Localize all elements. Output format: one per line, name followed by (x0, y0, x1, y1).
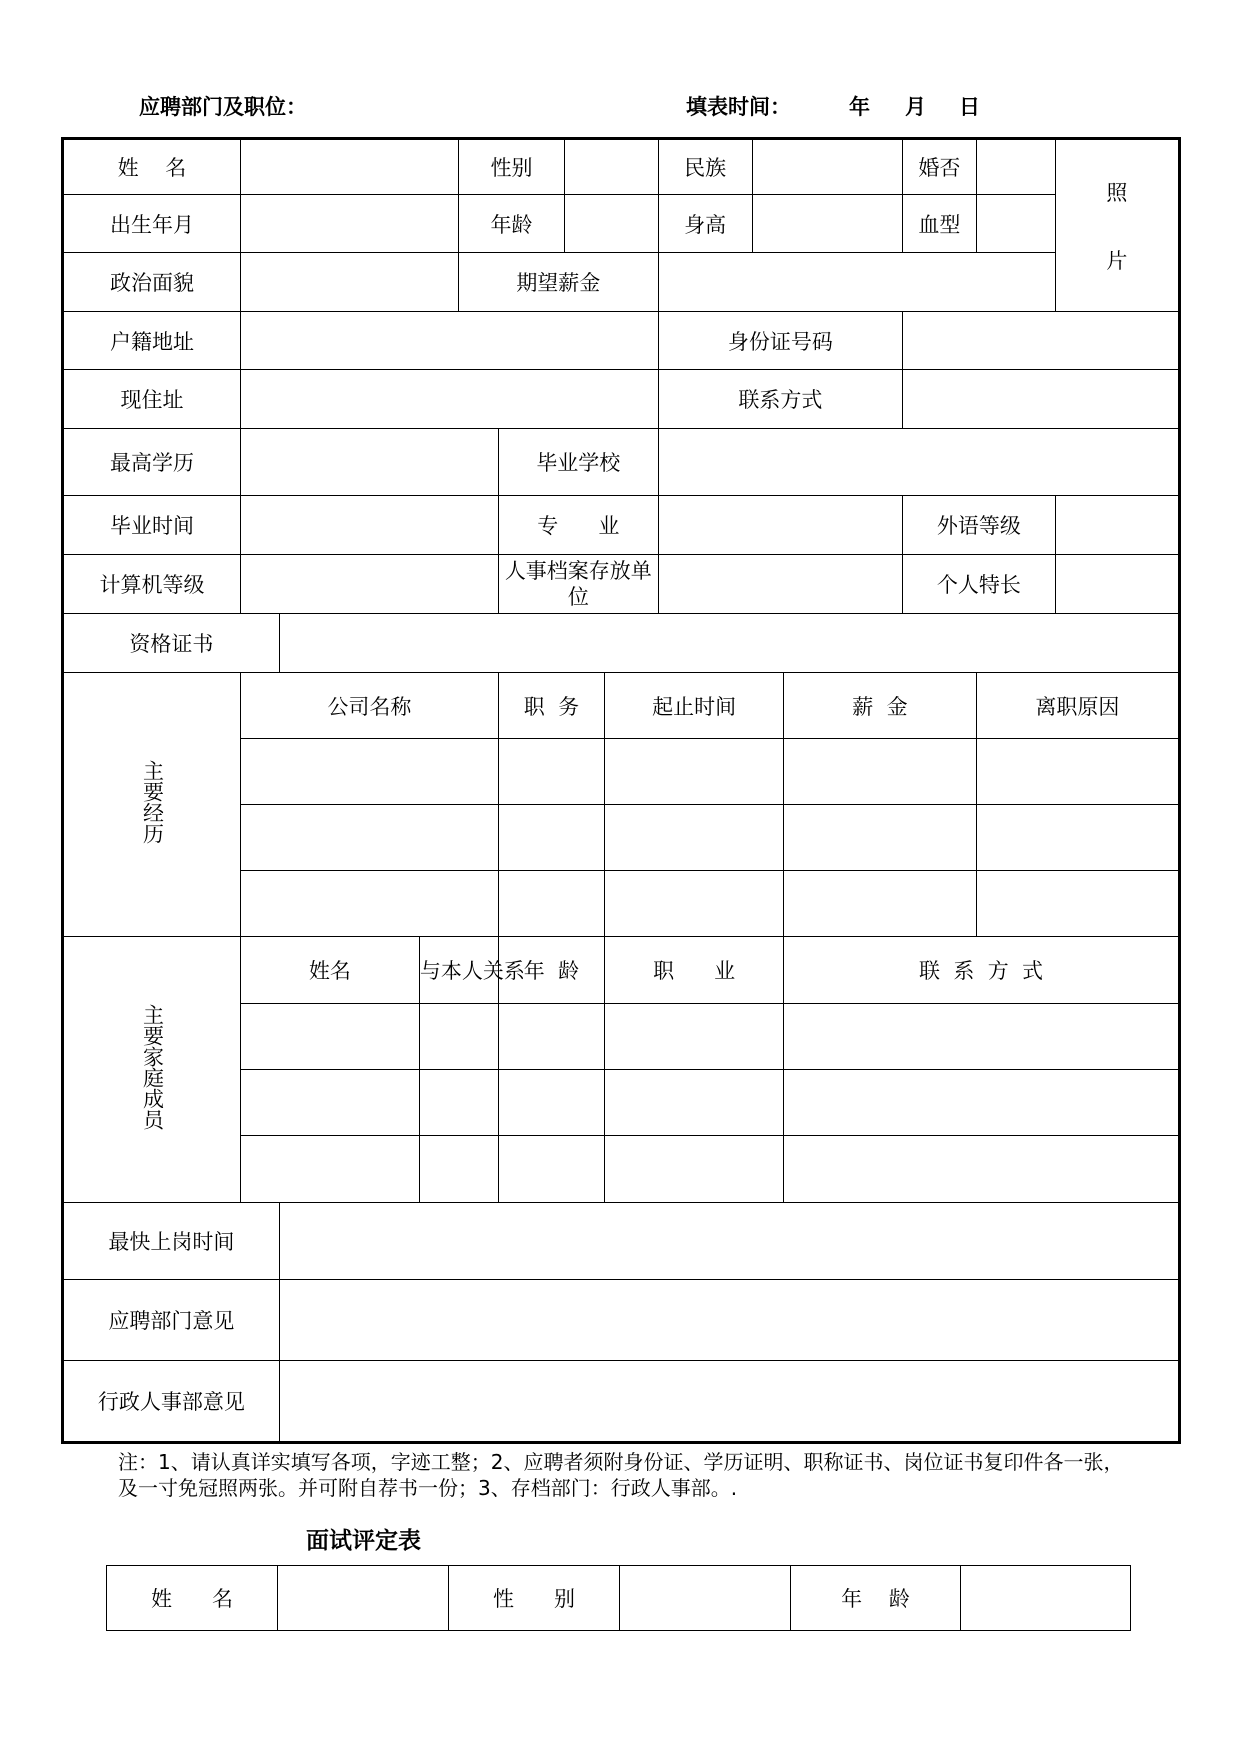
experience-section-text: 主要经历 (140, 760, 165, 844)
exp-salary-cell[interactable] (784, 805, 977, 871)
month-label: 月 (905, 95, 926, 119)
interview-table (106, 1565, 1131, 1631)
school-field[interactable] (658, 429, 1179, 496)
exp-position-cell[interactable] (498, 805, 604, 871)
fam-age-cell[interactable] (498, 1070, 604, 1136)
fam-col-name: 姓名 (240, 937, 419, 1004)
fam-relation-cell[interactable] (419, 1070, 498, 1136)
fam-job-cell[interactable] (605, 1004, 784, 1070)
form-note: 注：1、请认真详实填写各项，字迹工整；2、应聘者须附身份证、学历证明、职称证书、岗位证书复印件各一张，及一寸免冠照两张。并可附自荐书一份；3、存档部门：行政人事部。. (118, 1450, 1124, 1500)
fam-contact-cell[interactable] (784, 1004, 1180, 1070)
gender-label: 性别 (458, 139, 564, 195)
exp-reason-cell[interactable] (976, 871, 1179, 937)
interview-name-field[interactable] (278, 1566, 449, 1631)
computer-label: 计算机等级 (63, 555, 241, 614)
fam-job-cell[interactable] (605, 1136, 784, 1203)
photo-box[interactable] (1055, 139, 1179, 312)
photo-label-1: 照 (1106, 180, 1128, 205)
exp-col-company: 公司名称 (240, 673, 498, 739)
id-number-label: 身份证号码 (658, 312, 902, 370)
age-field[interactable] (565, 195, 659, 253)
interview-title: 面试评定表 (306, 1528, 421, 1554)
gender-field[interactable] (565, 139, 659, 195)
foreign-lang-field[interactable] (1055, 496, 1179, 555)
hr-opinion-label: 行政人事部意见 (63, 1361, 280, 1443)
exp-period-cell[interactable] (605, 739, 784, 805)
school-label: 毕业学校 (498, 429, 658, 496)
exp-reason-cell[interactable] (976, 739, 1179, 805)
salary-label: 期望薪金 (458, 253, 658, 312)
hukou-label: 户籍地址 (63, 312, 241, 370)
exp-period-cell[interactable] (605, 805, 784, 871)
marital-field[interactable] (976, 139, 1055, 195)
fam-job-cell[interactable] (605, 1070, 784, 1136)
major-label: 专 业 (498, 496, 658, 555)
ethnicity-field[interactable] (752, 139, 903, 195)
computer-field[interactable] (240, 555, 498, 614)
politics-field[interactable] (240, 253, 458, 312)
fam-relation-cell[interactable] (419, 1136, 498, 1203)
height-label: 身高 (658, 195, 752, 253)
application-form-table (61, 137, 1181, 1444)
birth-label: 出生年月 (63, 195, 241, 253)
exp-company-cell[interactable] (240, 805, 498, 871)
experience-section-label (63, 673, 241, 937)
fam-col-contact: 联 系 方 式 (784, 937, 1180, 1004)
blood-label: 血型 (903, 195, 977, 253)
age-label: 年龄 (458, 195, 564, 253)
archive-label (498, 555, 658, 614)
hr-opinion-field[interactable] (279, 1361, 1179, 1443)
fam-age-cell[interactable] (498, 1004, 604, 1070)
dept-opinion-field[interactable] (279, 1280, 1179, 1361)
fam-relation-cell[interactable] (419, 1004, 498, 1070)
fam-name-cell[interactable] (240, 1070, 419, 1136)
exp-reason-cell[interactable] (976, 805, 1179, 871)
id-number-field[interactable] (903, 312, 1180, 370)
specialty-field[interactable] (1055, 555, 1179, 614)
fam-col-job: 职 业 (605, 937, 784, 1004)
start-time-field[interactable] (279, 1203, 1179, 1280)
salary-field[interactable] (658, 253, 1055, 312)
archive-label-text: 人事档案存放单位 (504, 559, 652, 609)
start-time-label: 最快上岗时间 (63, 1203, 280, 1280)
major-field[interactable] (658, 496, 902, 555)
interview-gender-label: 性 别 (449, 1566, 620, 1631)
exp-col-period: 起止时间 (605, 673, 784, 739)
family-section-label (63, 937, 241, 1203)
contact-label: 联系方式 (658, 370, 902, 429)
family-section-text: 主要家庭成员 (140, 1004, 165, 1130)
exp-salary-cell[interactable] (784, 739, 977, 805)
exp-col-position: 职 务 (498, 673, 604, 739)
year-label: 年 (849, 95, 870, 119)
exp-salary-cell[interactable] (784, 871, 977, 937)
ethnicity-label: 民族 (658, 139, 752, 195)
exp-position-cell[interactable] (498, 739, 604, 805)
marital-label: 婚否 (903, 139, 977, 195)
photo-label-2: 片 (1106, 248, 1128, 273)
name-field[interactable] (240, 139, 458, 195)
position-label: 应聘部门及职位： (139, 95, 307, 119)
hukou-field[interactable] (240, 312, 658, 370)
contact-field[interactable] (903, 370, 1180, 429)
exp-company-cell[interactable] (240, 871, 498, 937)
certificate-field[interactable] (279, 614, 1179, 673)
specialty-label: 个人特长 (903, 555, 1056, 614)
certificate-label: 资格证书 (63, 614, 280, 673)
date-label: 填表时间： (686, 95, 791, 119)
interview-age-field[interactable] (961, 1566, 1131, 1631)
blood-field[interactable] (976, 195, 1055, 253)
exp-company-cell[interactable] (240, 739, 498, 805)
grad-time-label: 毕业时间 (63, 496, 241, 555)
interview-name-label: 姓 名 (107, 1566, 278, 1631)
exp-period-cell[interactable] (605, 871, 784, 937)
address-field[interactable] (240, 370, 658, 429)
fam-name-cell[interactable] (240, 1004, 419, 1070)
address-label: 现住址 (63, 370, 241, 429)
fam-age-cell[interactable] (498, 1136, 604, 1203)
education-label: 最高学历 (63, 429, 241, 496)
day-label: 日 (959, 95, 980, 119)
name-label: 姓 名 (63, 139, 241, 195)
fam-col-age: 年 龄 (498, 937, 604, 1004)
height-field[interactable] (752, 195, 903, 253)
fam-contact-cell[interactable] (784, 1070, 1180, 1136)
fam-contact-cell[interactable] (784, 1136, 1180, 1203)
fam-col-relation: 与本人关系 (419, 937, 498, 1004)
politics-label: 政治面貌 (63, 253, 241, 312)
grad-time-field[interactable] (240, 496, 498, 555)
archive-field[interactable] (658, 555, 902, 614)
education-field[interactable] (240, 429, 498, 496)
birth-field[interactable] (240, 195, 458, 253)
interview-gender-field[interactable] (620, 1566, 791, 1631)
foreign-lang-label: 外语等级 (903, 496, 1056, 555)
fam-name-cell[interactable] (240, 1136, 419, 1203)
exp-col-reason: 离职原因 (976, 673, 1179, 739)
exp-col-salary: 薪 金 (784, 673, 977, 739)
dept-opinion-label: 应聘部门意见 (63, 1280, 280, 1361)
interview-age-label: 年 龄 (791, 1566, 961, 1631)
exp-position-cell[interactable] (498, 871, 604, 937)
